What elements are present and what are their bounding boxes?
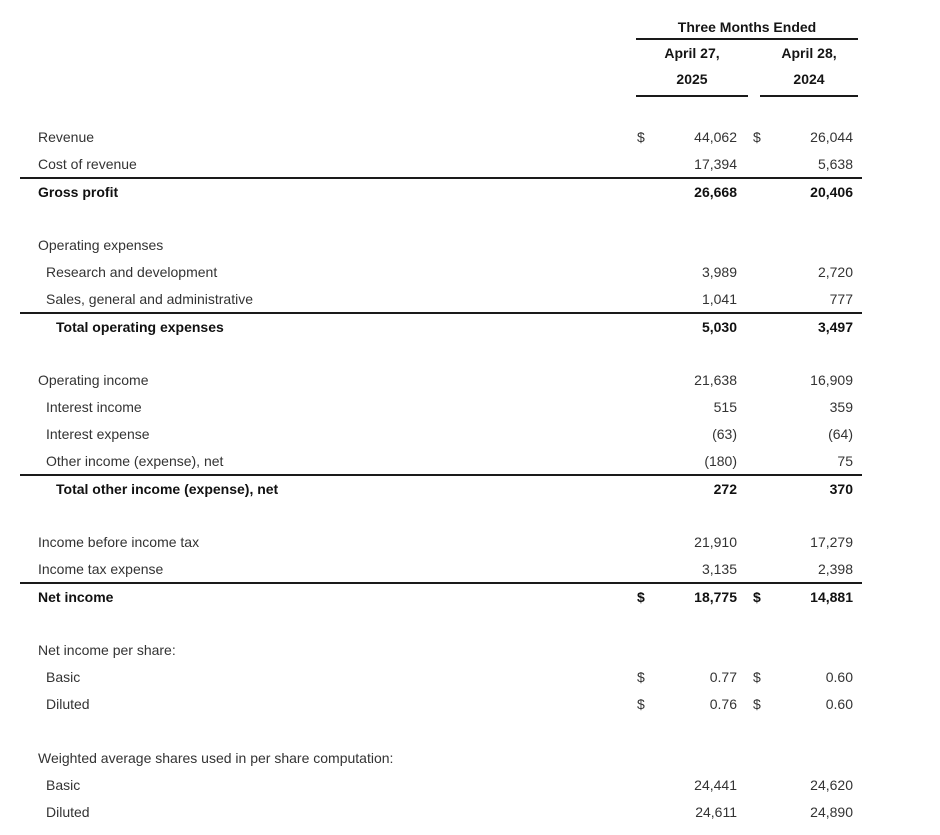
value-2025: 272: [713, 480, 737, 497]
row-label: Total operating expenses: [56, 318, 224, 335]
row-label: Operating expenses: [38, 236, 164, 253]
value-2024: 24,890: [810, 803, 853, 820]
table-row: [20, 474, 862, 501]
section-spacer: [20, 339, 862, 366]
table-row: [20, 366, 862, 393]
row-label: Other income (expense), net: [46, 452, 224, 469]
value-2025: 21,638: [694, 371, 737, 388]
row-label: Income before income tax: [38, 533, 200, 550]
row-label: Interest expense: [46, 425, 150, 442]
row-label: Diluted: [46, 803, 90, 820]
value-2024: 75: [837, 452, 853, 469]
table-row: [20, 528, 862, 555]
dollar-sign-2025: $: [637, 588, 645, 605]
value-2024: 26,044: [810, 128, 853, 145]
table-row: [20, 393, 862, 420]
table-row: [20, 582, 862, 609]
row-label: Interest income: [46, 398, 142, 415]
value-2024: 0.60: [825, 668, 853, 685]
value-2024: 2,720: [817, 263, 853, 280]
table-row: [20, 744, 862, 771]
column-header-2025: [636, 40, 748, 97]
value-2025: 18,775: [694, 588, 737, 605]
table-header: [630, 16, 862, 97]
row-label: Research and development: [46, 263, 218, 280]
row-label: Weighted average shares used in per share computation:: [38, 749, 394, 766]
value-2024: 20,406: [810, 183, 853, 200]
section-spacer: [20, 204, 862, 231]
value-2024: 16,909: [810, 371, 853, 388]
column-header-2024: [760, 40, 858, 97]
value-2025: 0.77: [709, 668, 737, 685]
row-label: Sales, general and administrative: [46, 290, 254, 307]
dollar-sign-2024: $: [753, 588, 761, 605]
table-row: [20, 150, 862, 177]
table-row: [20, 636, 862, 663]
row-label: Basic: [46, 668, 81, 685]
value-2024: 3,497: [817, 318, 853, 335]
income-statement-table: [20, 16, 862, 825]
value-2025: 17,394: [694, 155, 737, 172]
row-label: Basic: [46, 776, 81, 793]
row-label: Cost of revenue: [38, 155, 137, 172]
value-2024: 777: [829, 290, 853, 307]
section-spacer: [20, 717, 862, 744]
value-2024: 2,398: [817, 560, 853, 577]
row-label: Revenue: [38, 128, 95, 145]
row-label: Gross profit: [38, 183, 119, 200]
table-row: [20, 555, 862, 582]
dollar-sign-2024: $: [753, 695, 761, 712]
value-2025: 1,041: [701, 290, 737, 307]
table-row: [20, 690, 862, 717]
row-label: Diluted: [46, 695, 90, 712]
table-row: [20, 420, 862, 447]
table-body: [20, 123, 862, 825]
table-row: [20, 285, 862, 312]
value-2025: (63): [712, 425, 737, 442]
table-row: [20, 123, 862, 150]
value-2024: (64): [828, 425, 853, 442]
value-2024: 359: [829, 398, 853, 415]
column-header-2024-month: April 28,: [781, 45, 837, 61]
table-row: [20, 798, 862, 825]
row-label: Operating income: [38, 371, 149, 388]
value-2025: 24,611: [695, 803, 737, 820]
date-column-headers: [630, 40, 862, 97]
value-2024: 0.60: [825, 695, 853, 712]
value-2024: 5,638: [817, 155, 853, 172]
value-2025: 21,910: [694, 533, 737, 550]
column-header-2025-year: 2025: [676, 71, 708, 87]
row-label: Net income: [38, 588, 114, 605]
dollar-sign-2024: $: [753, 128, 761, 145]
value-2024: 14,881: [810, 588, 853, 605]
table-row: [20, 312, 862, 339]
column-header-2025-month: April 27,: [664, 45, 720, 61]
column-header-2024-year: 2024: [793, 71, 825, 87]
table-row: [20, 231, 862, 258]
section-spacer: [20, 609, 862, 636]
value-2025: 26,668: [694, 183, 737, 200]
value-2025: 0.76: [709, 695, 737, 712]
section-spacer: [20, 501, 862, 528]
value-2025: 3,989: [701, 263, 737, 280]
table-row: [20, 447, 862, 474]
value-2024: 370: [829, 480, 853, 497]
dollar-sign-2025: $: [637, 695, 645, 712]
dollar-sign-2025: $: [637, 668, 645, 685]
value-2025: 24,441: [694, 776, 737, 793]
value-2025: 515: [713, 398, 737, 415]
table-row: [20, 663, 862, 690]
value-2025: 5,030: [701, 318, 737, 335]
table-row: [20, 258, 862, 285]
dollar-sign-2025: $: [637, 128, 645, 145]
table-row: [20, 771, 862, 798]
value-2025: 3,135: [701, 560, 737, 577]
value-2025: 44,062: [694, 128, 737, 145]
row-label: Income tax expense: [38, 560, 164, 577]
value-2024: 24,620: [810, 776, 853, 793]
dollar-sign-2024: $: [753, 668, 761, 685]
table-row: [20, 177, 862, 204]
value-2024: 17,279: [810, 533, 853, 550]
period-header: Three Months Ended: [636, 16, 858, 40]
value-2025: (180): [704, 452, 737, 469]
row-label: Total other income (expense), net: [56, 480, 279, 497]
row-label: Net income per share:: [38, 641, 176, 658]
